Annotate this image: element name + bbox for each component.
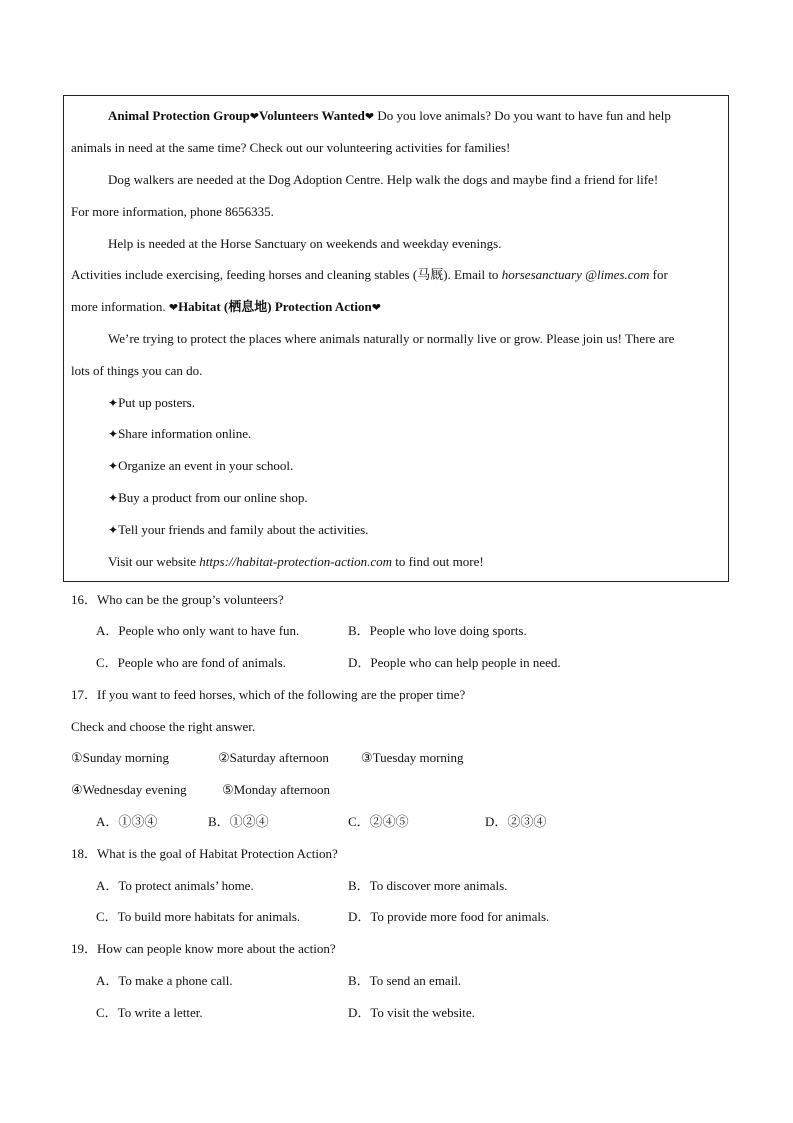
notice-line-1: Animal Protection Group❤Volunteers Wanted❤ Do you love animals? Do you want to have fun and help xyxy=(108,108,671,123)
volunteers-wanted-heading: Volunteers Wanted xyxy=(259,108,365,123)
notice-line-last: Visit our website https://habitat-protection-action.com to find out more! xyxy=(108,554,484,569)
question-19-option-a[interactable]: A．To make a phone call. xyxy=(96,973,233,988)
question-19-option-c[interactable]: C．To write a letter. xyxy=(96,1005,203,1020)
star-bullet-icon: ✦ xyxy=(108,396,119,410)
notice-line-4: For more information, phone 8656335. xyxy=(71,204,274,219)
bullet-item: ✦Organize an event in your school. xyxy=(108,458,294,473)
question-17-option-d[interactable]: D．②③④ xyxy=(485,814,547,829)
question-17-option-a[interactable]: A．①③④ xyxy=(96,814,158,829)
question-17-option-b[interactable]: B．①②④ xyxy=(208,814,269,829)
heart-icon: ❤ xyxy=(249,111,260,123)
group-name: Animal Protection Group xyxy=(108,108,250,123)
question-18-option-d[interactable]: D．To provide more food for animals. xyxy=(348,909,550,924)
star-bullet-icon: ✦ xyxy=(108,523,119,537)
question-17-stem: 17．If you want to feed horses, which of the following are the proper time? xyxy=(71,687,466,702)
bullet-item: ✦Share information online. xyxy=(108,426,252,441)
question-16-stem: 16．Who can be the group’s volunteers? xyxy=(71,592,284,607)
website-url: https://habitat-protection-action.com xyxy=(199,554,392,569)
notice-line-3: Dog walkers are needed at the Dog Adoption Centre. Help walk the dogs and maybe find a friend for life! xyxy=(108,172,659,187)
bullet-item: ✦Tell your friends and family about the activities. xyxy=(108,522,369,537)
question-17-choice-1: ①Sunday morning xyxy=(71,750,169,765)
question-16-option-d[interactable]: D．People who can help people in need. xyxy=(348,655,561,670)
question-18-option-c[interactable]: C．To build more habitats for animals. xyxy=(96,909,301,924)
email-address: horsesanctuary @limes.com xyxy=(501,267,650,282)
heart-icon: ❤ xyxy=(168,302,179,314)
question-19-option-b[interactable]: B．To send an email. xyxy=(348,973,462,988)
notice-line-7: more information. ❤Habitat (栖息地) Protection Action❤ xyxy=(71,299,381,314)
question-17-choice-5: ⑤Monday afternoon xyxy=(222,782,331,797)
question-19-stem: 19．How can people know more about the action? xyxy=(71,941,336,956)
question-18-stem: 18．What is the goal of Habitat Protection Action? xyxy=(71,846,338,861)
question-19-option-d[interactable]: D．To visit the website. xyxy=(348,1005,475,1020)
star-bullet-icon: ✦ xyxy=(108,427,119,441)
star-bullet-icon: ✦ xyxy=(108,491,119,505)
notice-line-6: Activities include exercising, feeding horses and cleaning stables (马厩). Email to horsesanctuary @limes.com for xyxy=(71,267,668,282)
question-17-choice-2: ②Saturday afternoon xyxy=(218,750,329,765)
heart-icon: ❤ xyxy=(371,302,381,314)
question-18-option-a[interactable]: A．To protect animals’ home. xyxy=(96,878,254,893)
heart-icon: ❤ xyxy=(364,111,375,123)
bullet-item: ✦Put up posters. xyxy=(108,395,195,410)
notice-line-9: lots of things you can do. xyxy=(71,363,203,378)
question-17-option-c[interactable]: C．②④⑤ xyxy=(348,814,409,829)
question-16-option-b[interactable]: B．People who love doing sports. xyxy=(348,623,527,638)
question-17-choice-3: ③Tuesday morning xyxy=(361,750,464,765)
question-17-choice-4: ④Wednesday evening xyxy=(71,782,187,797)
notice-line-8: We’re trying to protect the places where animals naturally or normally live or grow. Please join us! There are xyxy=(108,331,675,346)
habitat-heading: Habitat (栖息地) Protection Action xyxy=(178,299,372,314)
question-17-instruction: Check and choose the right answer. xyxy=(71,719,256,734)
question-16-option-a[interactable]: A．People who only want to have fun. xyxy=(96,623,300,638)
notice-line-5: Help is needed at the Horse Sanctuary on weekends and weekday evenings. xyxy=(108,236,502,251)
question-18-option-b[interactable]: B．To discover more animals. xyxy=(348,878,508,893)
star-bullet-icon: ✦ xyxy=(108,459,119,473)
notice-line-2: animals in need at the same time? Check out our volunteering activities for families! xyxy=(71,140,511,155)
bullet-item: ✦Buy a product from our online shop. xyxy=(108,490,308,505)
question-16-option-c[interactable]: C．People who are fond of animals. xyxy=(96,655,286,670)
